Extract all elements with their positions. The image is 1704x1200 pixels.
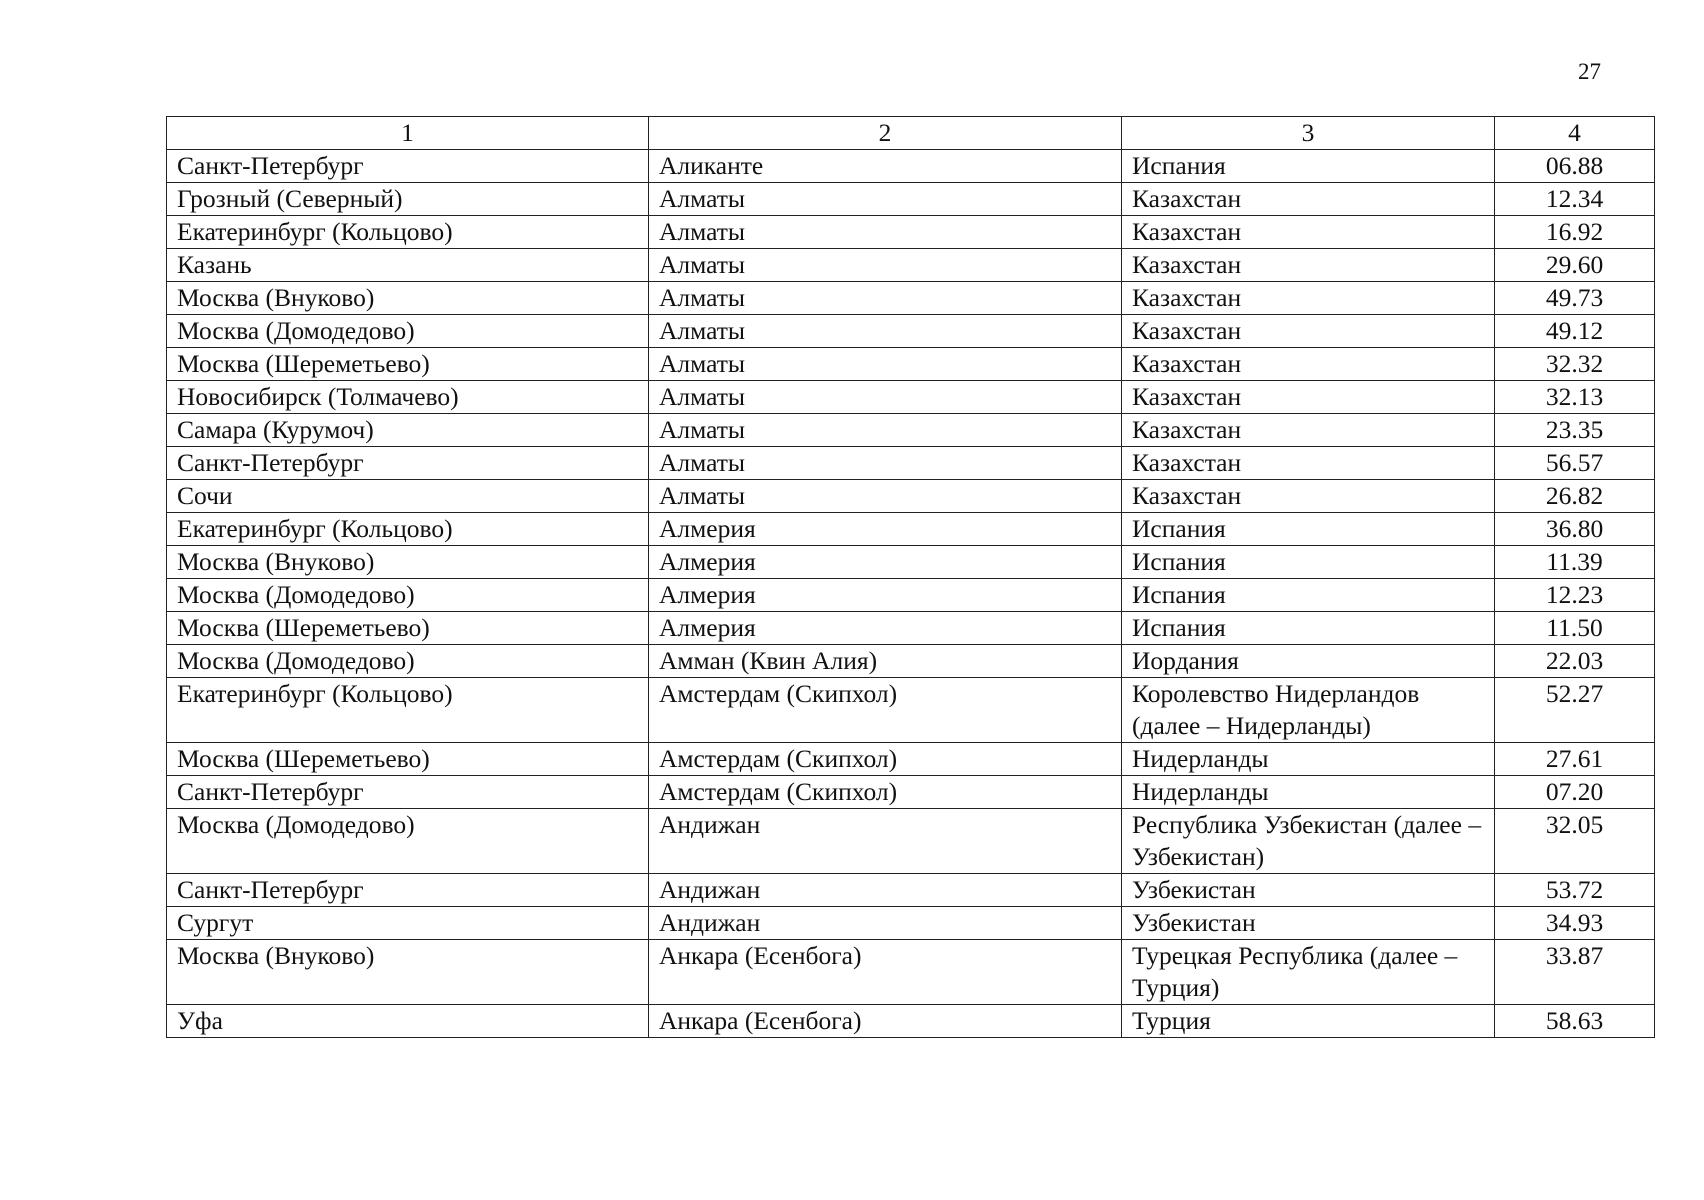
table-cell: 32.32: [1495, 348, 1655, 381]
table-row: [167, 743, 1655, 776]
table-cell: Казахстан: [1122, 282, 1495, 315]
table-cell: 53.72: [1495, 874, 1655, 907]
table-cell: Москва (Внуково): [167, 282, 649, 315]
table-cell: Сочи: [167, 480, 649, 513]
table-row: [167, 579, 1655, 612]
table-cell: Новосибирск (Толмачево): [167, 381, 649, 414]
table-cell: Алматы: [649, 381, 1122, 414]
table-cell: Алматы: [649, 348, 1122, 381]
table-row: [167, 315, 1655, 348]
table-cell: Алмерия: [649, 579, 1122, 612]
table-cell: Андижан: [649, 809, 1122, 874]
table-cell: 11.39: [1495, 546, 1655, 579]
table-cell: 26.82: [1495, 480, 1655, 513]
table-cell: Турция: [1122, 1005, 1495, 1038]
table-cell: Испания: [1122, 513, 1495, 546]
column-header: 1: [167, 117, 649, 150]
data-table: [166, 116, 1655, 1038]
table-cell: Алматы: [649, 480, 1122, 513]
table-cell: Алматы: [649, 315, 1122, 348]
table-cell: Нидерланды: [1122, 776, 1495, 809]
table-row: [167, 447, 1655, 480]
table-cell: 29.60: [1495, 249, 1655, 282]
table-cell: 33.87: [1495, 940, 1655, 1005]
column-header: 2: [649, 117, 1122, 150]
table-cell: Москва (Шереметьево): [167, 743, 649, 776]
table-cell: Алматы: [649, 216, 1122, 249]
table-cell: 56.57: [1495, 447, 1655, 480]
table-cell: Алматы: [649, 183, 1122, 216]
table-cell: 52.27: [1495, 678, 1655, 743]
table-cell: 36.80: [1495, 513, 1655, 546]
table-cell: Москва (Шереметьево): [167, 348, 649, 381]
table-cell: Екатеринбург (Кольцово): [167, 678, 649, 743]
table-cell: 49.73: [1495, 282, 1655, 315]
table-cell: Амстердам (Скипхол): [649, 776, 1122, 809]
table-cell: 27.61: [1495, 743, 1655, 776]
table-cell: Казахстан: [1122, 249, 1495, 282]
table-cell: Москва (Домодедово): [167, 645, 649, 678]
table-row: [167, 776, 1655, 809]
table-cell: Нидерланды: [1122, 743, 1495, 776]
column-header: 4: [1495, 117, 1655, 150]
table-row: [167, 150, 1655, 183]
page-number: 27: [1578, 59, 1601, 84]
table-cell: Алмерия: [649, 513, 1122, 546]
table-cell: Алмерия: [649, 546, 1122, 579]
table-cell: Республика Узбекистан (далее – Узбекистан): [1122, 809, 1495, 874]
table-cell: Казань: [167, 249, 649, 282]
table-cell: Санкт-Петербург: [167, 150, 649, 183]
table-cell: Андижан: [649, 874, 1122, 907]
table-cell: Амстердам (Скипхол): [649, 678, 1122, 743]
table-cell: Анкара (Есенбога): [649, 940, 1122, 1005]
table-body: [167, 150, 1655, 1038]
table-cell: Алматы: [649, 249, 1122, 282]
table-cell: Екатеринбург (Кольцово): [167, 513, 649, 546]
table-cell: Казахстан: [1122, 381, 1495, 414]
table-row: [167, 249, 1655, 282]
table-cell: Казахстан: [1122, 315, 1495, 348]
table-cell: Алматы: [649, 414, 1122, 447]
table-row: [167, 678, 1655, 743]
table-row: [167, 907, 1655, 940]
table-cell: Королевство Нидерландов (далее – Нидерланды): [1122, 678, 1495, 743]
table-cell: Сургут: [167, 907, 649, 940]
table-cell: Москва (Домодедово): [167, 809, 649, 874]
table-cell: 12.34: [1495, 183, 1655, 216]
table-row: [167, 940, 1655, 1005]
table-cell: Иордания: [1122, 645, 1495, 678]
table-row: [167, 1005, 1655, 1038]
table-row: [167, 282, 1655, 315]
table-cell: Уфа: [167, 1005, 649, 1038]
table-cell: 58.63: [1495, 1005, 1655, 1038]
table-cell: Испания: [1122, 546, 1495, 579]
table-cell: Москва (Домодедово): [167, 579, 649, 612]
table-cell: Амстердам (Скипхол): [649, 743, 1122, 776]
table-row: [167, 348, 1655, 381]
table-cell: Казахстан: [1122, 447, 1495, 480]
table-cell: Испания: [1122, 579, 1495, 612]
table-cell: Москва (Внуково): [167, 940, 649, 1005]
table-cell: 32.13: [1495, 381, 1655, 414]
table-row: [167, 183, 1655, 216]
table-row: [167, 874, 1655, 907]
table-cell: Казахстан: [1122, 348, 1495, 381]
table-row: [167, 414, 1655, 447]
table-cell: Екатеринбург (Кольцово): [167, 216, 649, 249]
table-cell: 07.20: [1495, 776, 1655, 809]
table-cell: Москва (Домодедово): [167, 315, 649, 348]
table-row: [167, 480, 1655, 513]
table-cell: Испания: [1122, 150, 1495, 183]
table-header-row: [167, 117, 1655, 150]
table-cell: 34.93: [1495, 907, 1655, 940]
table-row: [167, 216, 1655, 249]
table-cell: 22.03: [1495, 645, 1655, 678]
table-cell: 23.35: [1495, 414, 1655, 447]
table-cell: Турецкая Республика (далее – Турция): [1122, 940, 1495, 1005]
table-cell: Санкт-Петербург: [167, 874, 649, 907]
table-cell: Казахстан: [1122, 183, 1495, 216]
table-cell: Амман (Квин Алия): [649, 645, 1122, 678]
table-cell: Самара (Курумоч): [167, 414, 649, 447]
table-cell: Санкт-Петербург: [167, 776, 649, 809]
table-cell: Москва (Внуково): [167, 546, 649, 579]
table-row: [167, 612, 1655, 645]
table-cell: 06.88: [1495, 150, 1655, 183]
table-cell: 49.12: [1495, 315, 1655, 348]
table-cell: 11.50: [1495, 612, 1655, 645]
table-row: [167, 381, 1655, 414]
table-row: [167, 546, 1655, 579]
table-cell: Аликанте: [649, 150, 1122, 183]
table-cell: Санкт-Петербург: [167, 447, 649, 480]
table-row: [167, 645, 1655, 678]
table-cell: 12.23: [1495, 579, 1655, 612]
table-cell: 32.05: [1495, 809, 1655, 874]
table-cell: Испания: [1122, 612, 1495, 645]
table-cell: Грозный (Северный): [167, 183, 649, 216]
table-cell: 16.92: [1495, 216, 1655, 249]
table-cell: Казахстан: [1122, 414, 1495, 447]
table-cell: Узбекистан: [1122, 907, 1495, 940]
table-cell: Анкара (Есенбога): [649, 1005, 1122, 1038]
table-cell: Алматы: [649, 282, 1122, 315]
table-cell: Казахстан: [1122, 480, 1495, 513]
table-cell: Алмерия: [649, 612, 1122, 645]
column-header: 3: [1122, 117, 1495, 150]
table-cell: Узбекистан: [1122, 874, 1495, 907]
table-cell: Казахстан: [1122, 216, 1495, 249]
table-cell: Москва (Шереметьево): [167, 612, 649, 645]
table-cell: Андижан: [649, 907, 1122, 940]
table-cell: Алматы: [649, 447, 1122, 480]
table-row: [167, 809, 1655, 874]
table-row: [167, 513, 1655, 546]
